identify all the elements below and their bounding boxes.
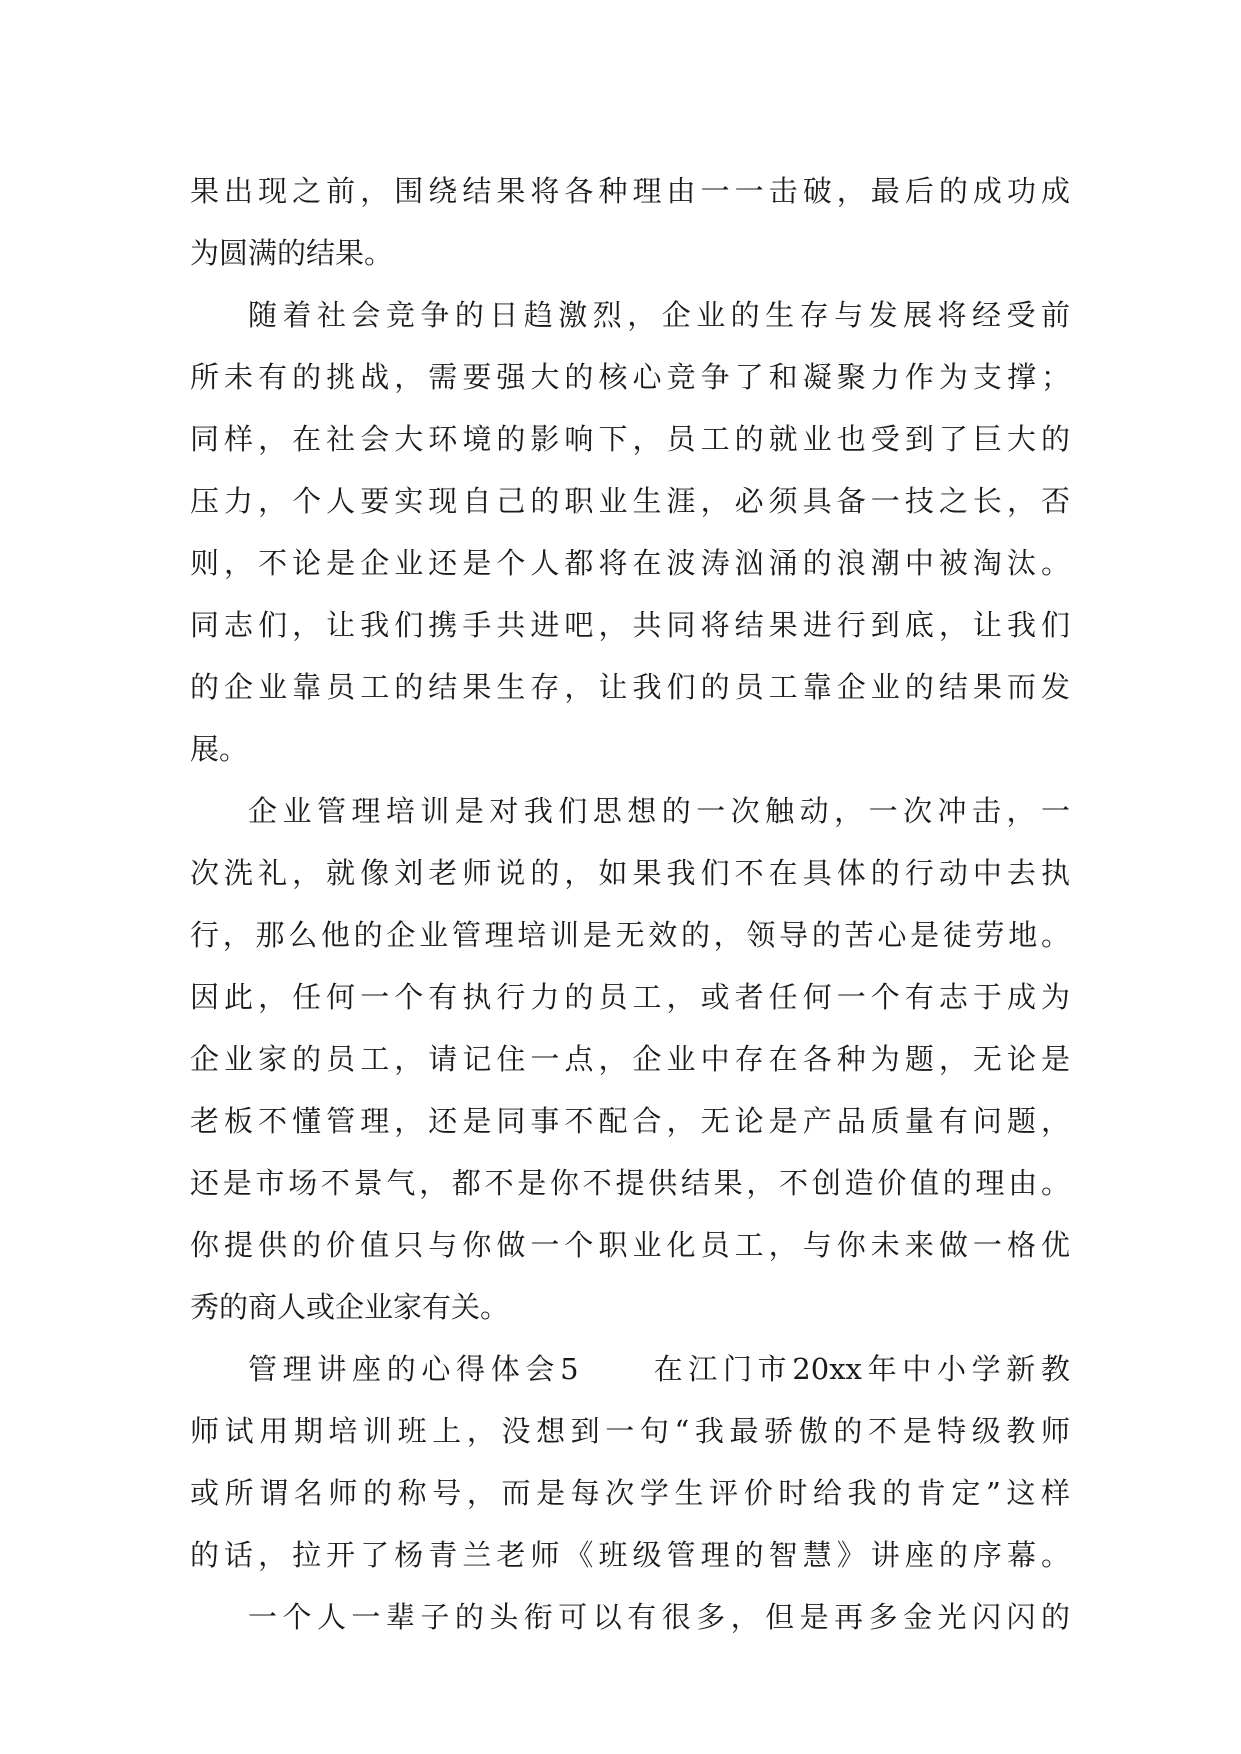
text-line: 则，不论是企业还是个人都将在波涛汹涌的浪潮中被淘汰。 <box>190 546 1070 580</box>
document-body <box>190 160 1070 1648</box>
text-line: 还是市场不景气，都不是你不提供结果，不创造价值的理由。 <box>190 1166 1070 1200</box>
text-line: 次洗礼，就像刘老师说的，如果我们不在具体的行动中去执 <box>190 856 1070 890</box>
text-line: 的话，拉开了杨青兰老师《班级管理的智慧》讲座的序幕。 <box>190 1538 1070 1572</box>
text-line: 同志们，让我们携手共进吧，共同将结果进行到底，让我们 <box>190 608 1070 642</box>
text-line: 所未有的挑战，需要强大的核心竞争了和凝聚力作为支撑； <box>190 360 1070 394</box>
text-line: 行，那么他的企业管理培训是无效的，领导的苦心是徒劳地。 <box>190 918 1070 952</box>
text-line: 压力，个人要实现自己的职业生涯，必须具备一技之长，否 <box>190 484 1070 518</box>
text-line: 一个人一辈子的头衔可以有很多，但是再多金光闪闪的 <box>248 1600 1070 1634</box>
text-line: 企业家的员工，请记住一点，企业中存在各种为题，无论是 <box>190 1042 1070 1076</box>
text-line: 因此，任何一个有执行力的员工，或者任何一个有志于成为 <box>190 980 1070 1014</box>
text-line: 或所谓名师的称号，而是每次学生评价时给我的肯定”这样 <box>190 1476 1070 1510</box>
text-line: 果出现之前，围绕结果将各种理由一一击破，最后的成功成 <box>190 174 1070 208</box>
text-line: 老板不懂管理，还是同事不配合，无论是产品质量有问题， <box>190 1104 1070 1138</box>
text-line: 展。 <box>190 732 249 766</box>
text-line: 的企业靠员工的结果生存，让我们的员工靠企业的结果而发 <box>190 670 1070 704</box>
text-line: 随着社会竞争的日趋激烈，企业的生存与发展将经受前 <box>248 298 1070 332</box>
text-line: 为圆满的结果。 <box>190 236 394 270</box>
text-line: 秀的商人或企业家有关。 <box>190 1290 510 1324</box>
text-line: 企业管理培训是对我们思想的一次触动，一次冲击，一 <box>248 794 1070 828</box>
text-line: 师试用期培训班上，没想到一句“我最骄傲的不是特级教师 <box>190 1414 1070 1448</box>
text-line: 你提供的价值只与你做一个职业化员工，与你未来做一格优 <box>190 1228 1070 1262</box>
text-line: 同样，在社会大环境的影响下，员工的就业也受到了巨大的 <box>190 422 1070 456</box>
text-line: 管理讲座的心得体会5 在江门市20xx年中小学新教 <box>248 1352 1070 1386</box>
